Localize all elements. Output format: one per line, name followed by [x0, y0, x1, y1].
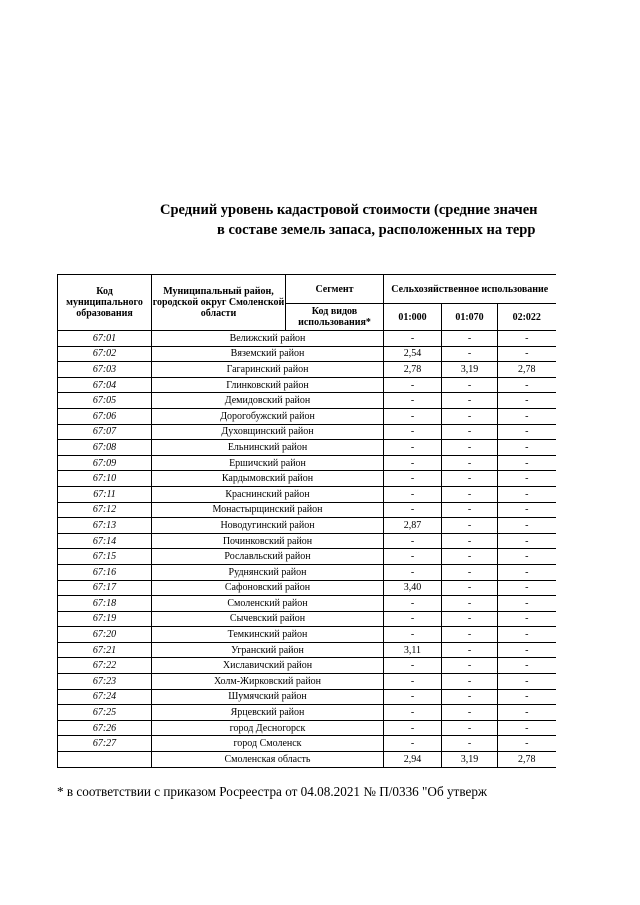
table-row — [58, 377, 556, 393]
cell-value: - — [498, 377, 556, 393]
cell-value: - — [498, 533, 556, 549]
cell-value: - — [498, 611, 556, 627]
cell-code: 67:01 — [58, 331, 152, 347]
table-row — [58, 564, 556, 580]
cell-value: 3,11 — [384, 642, 442, 658]
table-row — [58, 705, 556, 721]
cell-code: 67:05 — [58, 393, 152, 409]
cell-municipality: Краснинский район — [152, 486, 384, 502]
cell-value: - — [384, 393, 442, 409]
cell-code: 67:27 — [58, 736, 152, 752]
cell-municipality: Кардымовский район — [152, 471, 384, 487]
cell-value: - — [442, 424, 498, 440]
cell-value: - — [498, 408, 556, 424]
cell-code: 67:19 — [58, 611, 152, 627]
table-total-row — [58, 752, 556, 768]
cell-value: - — [384, 440, 442, 456]
cell-code: 67:06 — [58, 408, 152, 424]
table-row — [58, 440, 556, 456]
cell-value: - — [384, 611, 442, 627]
cell-value: - — [384, 720, 442, 736]
cell-value: - — [384, 424, 442, 440]
cell-value: - — [384, 455, 442, 471]
cell-municipality: Вяземский район — [152, 346, 384, 362]
cell-value: - — [442, 736, 498, 752]
cell-municipality: Ельнинский район — [152, 440, 384, 456]
table-row — [58, 486, 556, 502]
cell-value: - — [498, 440, 556, 456]
table-row — [58, 455, 556, 471]
cell-value: - — [498, 720, 556, 736]
cell-value: - — [384, 331, 442, 347]
cell-municipality: Холм-Жирковский район — [152, 674, 384, 690]
table-row — [58, 611, 556, 627]
cell-value: - — [498, 549, 556, 565]
cell-municipality: Сафоновский район — [152, 580, 384, 596]
cell-value: 2,78 — [498, 362, 556, 378]
cell-value: - — [442, 658, 498, 674]
cell-value: - — [442, 377, 498, 393]
cell-value: - — [442, 549, 498, 565]
cell-value: - — [384, 533, 442, 549]
table-row — [58, 533, 556, 549]
cell-value: - — [442, 533, 498, 549]
cell-municipality: Хиславичский район — [152, 658, 384, 674]
table-row — [58, 642, 556, 658]
header-usage-code: Код видов использования* — [286, 304, 384, 331]
cell-code: 67:21 — [58, 642, 152, 658]
cell-municipality: Ершичский район — [152, 455, 384, 471]
cell-value: - — [384, 736, 442, 752]
table-row — [58, 674, 556, 690]
cell-value: - — [384, 674, 442, 690]
table-row — [58, 720, 556, 736]
cell-value: - — [384, 564, 442, 580]
cell-value: - — [498, 580, 556, 596]
cell-value: - — [442, 486, 498, 502]
table-row — [58, 736, 556, 752]
cell-value: - — [384, 408, 442, 424]
table-row — [58, 689, 556, 705]
header-segment: Сегмент — [286, 275, 384, 304]
cell-value: - — [498, 393, 556, 409]
cell-value: - — [442, 502, 498, 518]
cell-value: 2,78 — [384, 362, 442, 378]
cell-municipality: Сычевский район — [152, 611, 384, 627]
cell-code: 67:26 — [58, 720, 152, 736]
cell-value: - — [384, 689, 442, 705]
cell-code: 67:18 — [58, 596, 152, 612]
cell-value: - — [442, 720, 498, 736]
cell-value: - — [384, 549, 442, 565]
cell-value: - — [498, 689, 556, 705]
cell-code: 67:03 — [58, 362, 152, 378]
cell-value: - — [442, 642, 498, 658]
table-row — [58, 424, 556, 440]
table-row — [58, 658, 556, 674]
cell-code: 67:17 — [58, 580, 152, 596]
cell-value: - — [498, 455, 556, 471]
table-row — [58, 408, 556, 424]
cell-value: - — [498, 705, 556, 721]
cell-value: - — [498, 471, 556, 487]
cell-value: - — [442, 346, 498, 362]
header-municipal: Муниципальный район, городской округ Смоленской области — [152, 275, 286, 331]
cell-value: - — [384, 486, 442, 502]
cell-code: 67:02 — [58, 346, 152, 362]
cell-value: - — [498, 424, 556, 440]
cell-value: - — [498, 674, 556, 690]
cell-value: - — [498, 518, 556, 534]
cell-value: - — [442, 518, 498, 534]
cell-code: 67:23 — [58, 674, 152, 690]
cell-code: 67:25 — [58, 705, 152, 721]
cell-value: - — [498, 502, 556, 518]
cell-municipality: Демидовский район — [152, 393, 384, 409]
cell-municipality: Темкинский район — [152, 627, 384, 643]
cell-municipality: Велижский район — [152, 331, 384, 347]
cell-municipality: Смоленская область — [152, 752, 384, 768]
header-agri-use: Сельхозяйственное использование — [384, 275, 556, 304]
cell-municipality: Руднянский район — [152, 564, 384, 580]
cell-value: - — [442, 393, 498, 409]
header-col-1: 01:000 — [384, 304, 442, 331]
cell-value: - — [442, 689, 498, 705]
cell-code: 67:09 — [58, 455, 152, 471]
cell-municipality: Шумячский район — [152, 689, 384, 705]
cell-code: 67:10 — [58, 471, 152, 487]
page-title-line-1: Средний уровень кадастровой стоимости (средние значен — [160, 202, 538, 218]
cell-value: - — [498, 331, 556, 347]
footnote: * в соответствии с приказом Росреестра от 04.08.2021 № П/0336 "Об утверж — [57, 784, 488, 799]
table-row — [58, 502, 556, 518]
cell-value: - — [498, 736, 556, 752]
cell-value: - — [442, 674, 498, 690]
cell-value: - — [442, 440, 498, 456]
cell-value: 2,94 — [384, 752, 442, 768]
table-row — [58, 362, 556, 378]
cell-value: - — [442, 705, 498, 721]
cell-value: - — [442, 331, 498, 347]
table-row — [58, 580, 556, 596]
cell-value: - — [384, 627, 442, 643]
header-col-2: 01:070 — [442, 304, 498, 331]
cell-value: 2,87 — [384, 518, 442, 534]
cell-municipality: Духовщинский район — [152, 424, 384, 440]
cell-value: - — [384, 502, 442, 518]
cell-value: - — [384, 471, 442, 487]
header-code: Код муниципального образования — [58, 275, 152, 331]
page-title-line-2: в составе земель запаса, расположенных на терр — [217, 222, 536, 238]
table-row — [58, 471, 556, 487]
table-row — [58, 331, 556, 347]
cell-municipality: Ярцевский район — [152, 705, 384, 721]
cell-value: - — [442, 580, 498, 596]
cell-value: - — [384, 705, 442, 721]
table-row — [58, 596, 556, 612]
cell-value: - — [498, 658, 556, 674]
cell-value: 2,54 — [384, 346, 442, 362]
cadastral-value-table — [57, 274, 556, 768]
cell-code: 67:15 — [58, 549, 152, 565]
cell-value: 3,40 — [384, 580, 442, 596]
cell-code: 67:16 — [58, 564, 152, 580]
cell-municipality: Новодугинский район — [152, 518, 384, 534]
cell-value: - — [498, 642, 556, 658]
cell-value: - — [384, 377, 442, 393]
cell-value: - — [442, 455, 498, 471]
cell-value: - — [498, 486, 556, 502]
cell-value: - — [442, 408, 498, 424]
cell-code: 67:11 — [58, 486, 152, 502]
cell-code: 67:22 — [58, 658, 152, 674]
cell-value: - — [498, 564, 556, 580]
cell-municipality: Починковский район — [152, 533, 384, 549]
cell-municipality: Монастырщинский район — [152, 502, 384, 518]
cell-value: 2,78 — [498, 752, 556, 768]
table-row — [58, 549, 556, 565]
table-row — [58, 393, 556, 409]
cell-municipality: город Десногорск — [152, 720, 384, 736]
header-col-3: 02:022 — [498, 304, 556, 331]
cell-value: - — [442, 564, 498, 580]
cell-municipality: Рославльский район — [152, 549, 384, 565]
cell-municipality: Дорогобужский район — [152, 408, 384, 424]
cell-municipality: Гагаринский район — [152, 362, 384, 378]
cell-code: 67:07 — [58, 424, 152, 440]
cell-code: 67:24 — [58, 689, 152, 705]
cell-municipality: Глинковский район — [152, 377, 384, 393]
cell-code: 67:14 — [58, 533, 152, 549]
table-row — [58, 627, 556, 643]
cell-municipality: город Смоленск — [152, 736, 384, 752]
cell-code: 67:13 — [58, 518, 152, 534]
cell-value: - — [442, 471, 498, 487]
cell-value: - — [442, 596, 498, 612]
cell-value: - — [442, 627, 498, 643]
cell-code: 67:04 — [58, 377, 152, 393]
cell-code — [58, 752, 152, 768]
cell-value: 3,19 — [442, 362, 498, 378]
cell-value: 3,19 — [442, 752, 498, 768]
cell-municipality: Угранский район — [152, 642, 384, 658]
cell-municipality: Смоленский район — [152, 596, 384, 612]
cell-value: - — [384, 596, 442, 612]
cell-value: - — [498, 627, 556, 643]
cell-value: - — [384, 658, 442, 674]
cell-value: - — [498, 346, 556, 362]
cell-code: 67:08 — [58, 440, 152, 456]
cell-code: 67:12 — [58, 502, 152, 518]
table-row — [58, 518, 556, 534]
cell-code: 67:20 — [58, 627, 152, 643]
cell-value: - — [498, 596, 556, 612]
cell-value: - — [442, 611, 498, 627]
table-row — [58, 346, 556, 362]
